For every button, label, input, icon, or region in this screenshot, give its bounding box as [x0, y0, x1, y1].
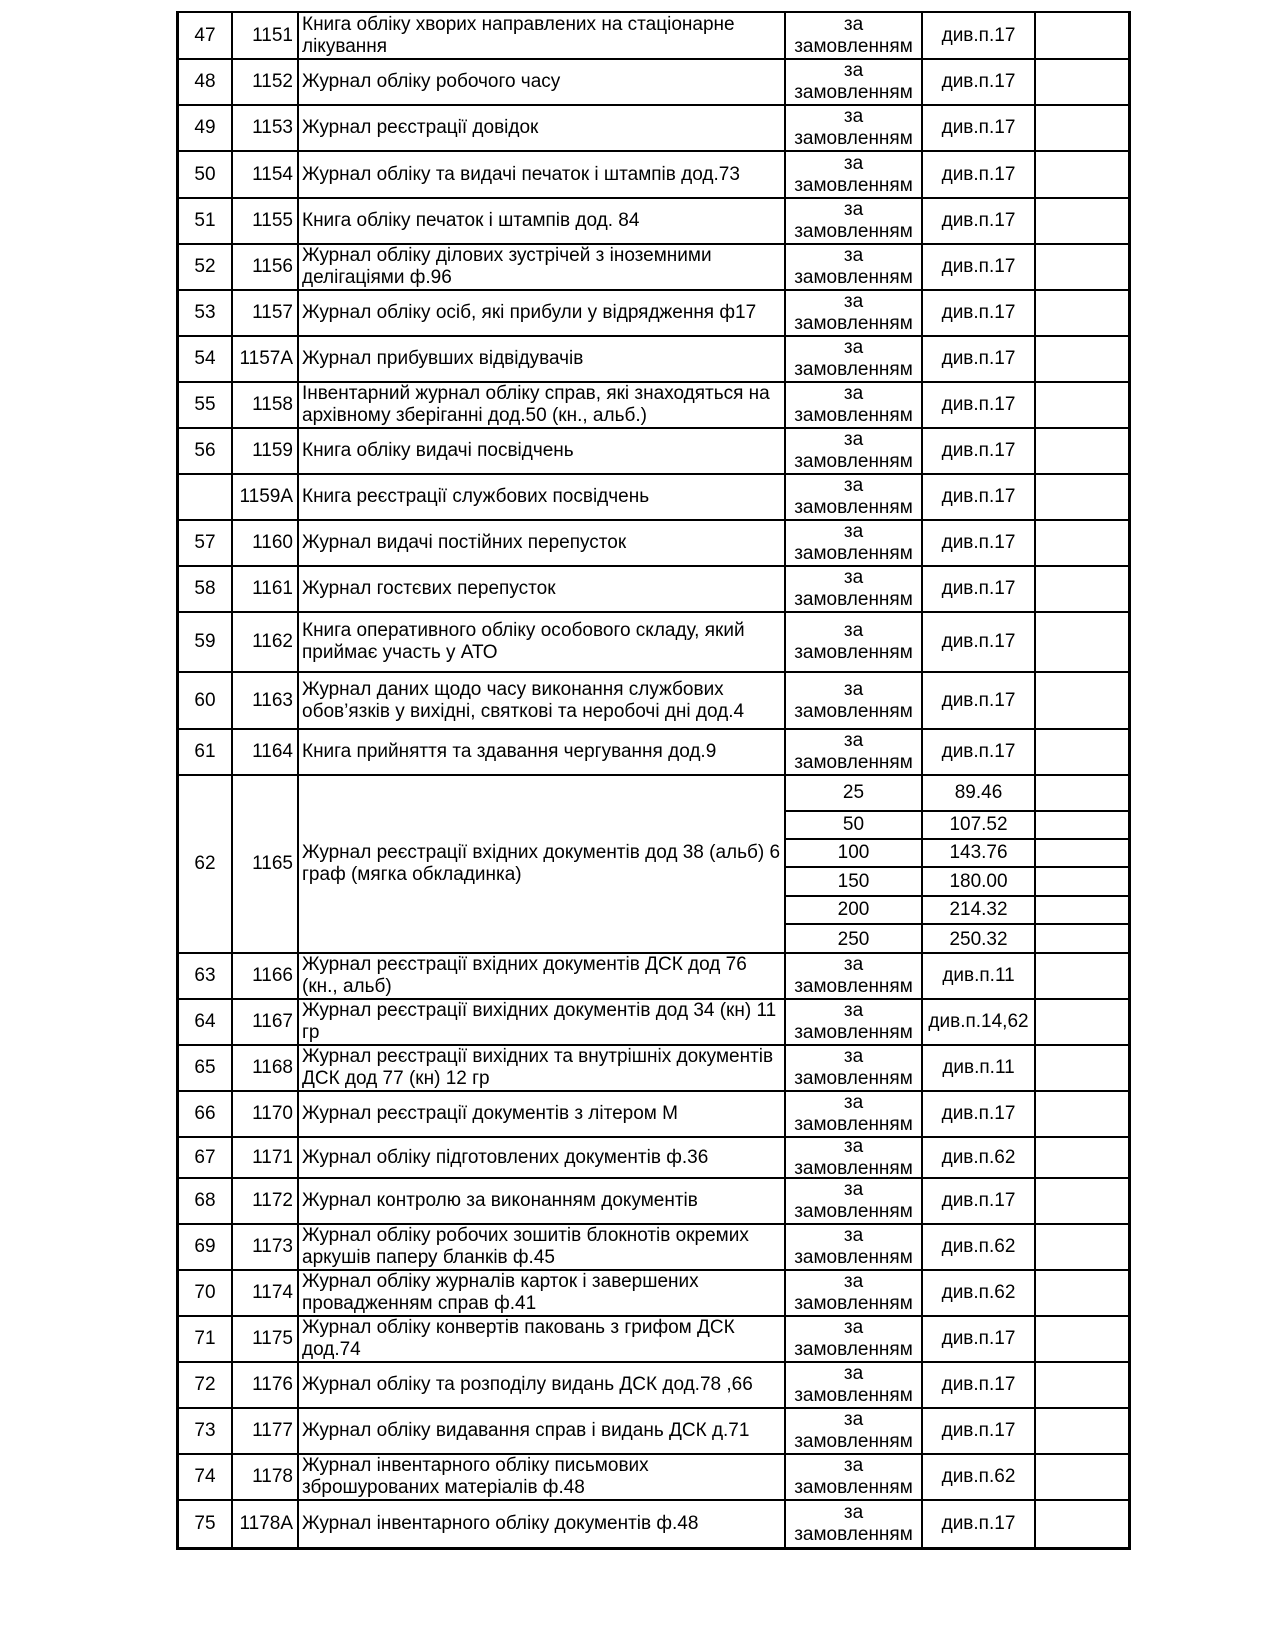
item-code: 1167 [233, 1000, 299, 1044]
row-number: 52 [179, 245, 233, 289]
variant-row [786, 925, 1128, 954]
item-code: 1164 [233, 730, 299, 774]
row-number [179, 475, 233, 519]
variant-row [786, 868, 1128, 897]
item-name: Журнал реєстрації довідок [299, 106, 786, 150]
quantity: за замовленням [786, 1092, 923, 1136]
variant-row [786, 812, 1128, 840]
price: див.п.62 [923, 1225, 1036, 1269]
variant-extra [1036, 840, 1128, 866]
table-row [179, 1179, 1128, 1225]
quantity: за замовленням [786, 1138, 923, 1177]
item-code: 1174 [233, 1271, 299, 1315]
quantity: за замовленням [786, 567, 923, 611]
row-number: 72 [179, 1363, 233, 1407]
table-row [179, 1225, 1128, 1271]
item-code: 1160 [233, 521, 299, 565]
row-number: 55 [179, 383, 233, 427]
item-name: Журнал обліку та видачі печаток і штампів дод.73 [299, 152, 786, 197]
price-table [176, 11, 1131, 1550]
extra [1036, 1092, 1128, 1136]
item-name: Книга прийняття та здавання чергування дод.9 [299, 730, 786, 774]
item-name: Журнал обліку робочих зошитів блокнотів окремих аркушів паперу бланків ф.45 [299, 1225, 786, 1269]
quantity: за замовленням [786, 1000, 923, 1044]
table-row [179, 245, 1128, 291]
price: див.п.17 [923, 429, 1036, 473]
variant-row [786, 840, 1128, 868]
extra [1036, 1179, 1128, 1223]
row-number: 59 [179, 613, 233, 671]
quantity: за замовленням [786, 1455, 923, 1499]
quantity: за замовленням [786, 1046, 923, 1090]
price: див.п.17 [923, 199, 1036, 243]
price: див.п.17 [923, 730, 1036, 774]
price: див.п.17 [923, 13, 1036, 58]
quantity: за замовленням [786, 1271, 923, 1315]
item-name: Журнал обліку журналів карток і завершених провадженням справ ф.41 [299, 1271, 786, 1315]
extra [1036, 60, 1128, 104]
table-row [179, 1409, 1128, 1455]
item-code: 1173 [233, 1225, 299, 1269]
price: див.п.17 [923, 1501, 1036, 1547]
quantity: за замовленням [786, 730, 923, 774]
item-code: 1153 [233, 106, 299, 150]
item-code: 1168 [233, 1046, 299, 1090]
price: див.п.17 [923, 1409, 1036, 1453]
item-name: Журнал обліку підготовлених документів ф.36 [299, 1138, 786, 1177]
extra [1036, 521, 1128, 565]
item-name: Журнал прибувших відвідувачів [299, 337, 786, 381]
quantity: за замовленням [786, 1317, 923, 1361]
variant-price: 250.32 [923, 925, 1036, 954]
table-row [179, 1501, 1128, 1547]
row-number: 61 [179, 730, 233, 774]
quantity: за замовленням [786, 199, 923, 243]
quantity: за замовленням [786, 429, 923, 473]
table-row [179, 13, 1128, 60]
table-row [179, 337, 1128, 383]
quantity: за замовленням [786, 1363, 923, 1407]
table-row [179, 475, 1128, 521]
extra [1036, 1000, 1128, 1044]
variant-quantity: 25 [786, 776, 923, 810]
item-name: Журнал обліку видавання справ і видань ДСК д.71 [299, 1409, 786, 1453]
row-number: 62 [179, 776, 233, 952]
item-code: 1178 [233, 1455, 299, 1499]
table-row [179, 429, 1128, 475]
extra [1036, 1363, 1128, 1407]
row-number: 63 [179, 954, 233, 998]
item-name: Журнал даних щодо часу виконання службових обов’язків у вихідні, святкові та неробочі дні дод.4 [299, 673, 786, 728]
row-number: 60 [179, 673, 233, 728]
item-name: Журнал реєстрації документів з літером М [299, 1092, 786, 1136]
item-name: Журнал гостєвих перепусток [299, 567, 786, 611]
table-row [179, 673, 1128, 730]
row-number: 67 [179, 1138, 233, 1177]
extra [1036, 1455, 1128, 1499]
quantity: за замовленням [786, 291, 923, 335]
row-number: 71 [179, 1317, 233, 1361]
variant-quantity: 200 [786, 897, 923, 923]
quantity: за замовленням [786, 60, 923, 104]
quantity: за замовленням [786, 337, 923, 381]
item-code: 1156 [233, 245, 299, 289]
row-number: 56 [179, 429, 233, 473]
extra [1036, 475, 1128, 519]
row-number: 57 [179, 521, 233, 565]
table-row [179, 1271, 1128, 1317]
extra [1036, 1138, 1128, 1177]
item-name: Журнал обліку конвертів паковань з грифом ДСК дод.74 [299, 1317, 786, 1361]
extra [1036, 954, 1128, 998]
table-row [179, 1000, 1128, 1046]
item-code: 1158 [233, 383, 299, 427]
variant-row [786, 776, 1128, 812]
table-row [179, 776, 1128, 954]
extra [1036, 199, 1128, 243]
extra [1036, 291, 1128, 335]
quantity: за замовленням [786, 383, 923, 427]
item-name: Журнал реєстрації вихідних документів дод 34 (кн) 11 гр [299, 1000, 786, 1044]
item-code: 1177 [233, 1409, 299, 1453]
extra [1036, 1317, 1128, 1361]
extra [1036, 567, 1128, 611]
row-number: 51 [179, 199, 233, 243]
item-code: 1162 [233, 613, 299, 671]
table-row [179, 954, 1128, 1000]
item-code: 1171 [233, 1138, 299, 1177]
table-row [179, 730, 1128, 776]
item-code: 1163 [233, 673, 299, 728]
row-number: 74 [179, 1455, 233, 1499]
table-row [179, 1046, 1128, 1092]
item-code: 1157А [233, 337, 299, 381]
item-name: Книга обліку печаток і штампів дод. 84 [299, 199, 786, 243]
price: див.п.17 [923, 673, 1036, 728]
extra [1036, 152, 1128, 197]
extra [1036, 383, 1128, 427]
item-name: Журнал обліку та розподілу видань ДСК дод.78 ,66 [299, 1363, 786, 1407]
variant-extra [1036, 868, 1128, 895]
row-number: 48 [179, 60, 233, 104]
quantity: за замовленням [786, 1225, 923, 1269]
variant-quantity: 50 [786, 812, 923, 838]
item-name: Журнал інвентарного обліку письмових зброшурованих матеріалів ф.48 [299, 1455, 786, 1499]
price: див.п.14,62 [923, 1000, 1036, 1044]
item-name: Журнал обліку ділових зустрічей з іноземними делігаціями ф.96 [299, 245, 786, 289]
variant-row [786, 897, 1128, 925]
row-number: 49 [179, 106, 233, 150]
item-name: Журнал контролю за виконанням документів [299, 1179, 786, 1223]
quantity: за замовленням [786, 521, 923, 565]
quantity: за замовленням [786, 245, 923, 289]
item-code: 1154 [233, 152, 299, 197]
price: див.п.17 [923, 1179, 1036, 1223]
price: див.п.17 [923, 152, 1036, 197]
row-number: 66 [179, 1092, 233, 1136]
price: див.п.17 [923, 60, 1036, 104]
price: див.п.17 [923, 291, 1036, 335]
row-number: 75 [179, 1501, 233, 1547]
extra [1036, 1225, 1128, 1269]
extra [1036, 429, 1128, 473]
price: див.п.17 [923, 1092, 1036, 1136]
variant-price: 214.32 [923, 897, 1036, 923]
item-name: Книга оперативного обліку особового складу, який приймає участь у АТО [299, 613, 786, 671]
price: див.п.17 [923, 337, 1036, 381]
quantity: за замовленням [786, 954, 923, 998]
item-name: Журнал видачі постійних перепусток [299, 521, 786, 565]
row-number: 47 [179, 13, 233, 58]
row-number: 69 [179, 1225, 233, 1269]
variant-extra [1036, 812, 1128, 838]
row-number: 70 [179, 1271, 233, 1315]
item-name: Журнал обліку робочого часу [299, 60, 786, 104]
table-row [179, 1317, 1128, 1363]
table-row [179, 1363, 1128, 1409]
price: див.п.17 [923, 1317, 1036, 1361]
variant-price: 107.52 [923, 812, 1036, 838]
row-number: 64 [179, 1000, 233, 1044]
item-code: 1161 [233, 567, 299, 611]
extra [1036, 730, 1128, 774]
table-row [179, 613, 1128, 673]
item-code: 1165 [233, 776, 299, 952]
price: див.п.17 [923, 475, 1036, 519]
row-number: 73 [179, 1409, 233, 1453]
item-code: 1166 [233, 954, 299, 998]
table-row [179, 383, 1128, 429]
item-code: 1178А [233, 1501, 299, 1547]
extra [1036, 337, 1128, 381]
item-code: 1152 [233, 60, 299, 104]
quantity: за замовленням [786, 1501, 923, 1547]
item-name: Журнал обліку осіб, які прибули у відрядження ф17 [299, 291, 786, 335]
quantity: за замовленням [786, 475, 923, 519]
row-number: 53 [179, 291, 233, 335]
variant-quantity: 250 [786, 925, 923, 954]
table-row [179, 1455, 1128, 1501]
quantity: за замовленням [786, 106, 923, 150]
item-code: 1157 [233, 291, 299, 335]
item-name: Журнал реєстрації вихідних та внутрішніх документів ДСК дод 77 (кн) 12 гр [299, 1046, 786, 1090]
item-name: Книга обліку хворих направлених на стаціонарне лікування [299, 13, 786, 58]
table-row [179, 521, 1128, 567]
table-row [179, 1092, 1128, 1138]
extra [1036, 106, 1128, 150]
price: див.п.17 [923, 613, 1036, 671]
quantity: за замовленням [786, 13, 923, 58]
item-name: Журнал інвентарного обліку документів ф.48 [299, 1501, 786, 1547]
price: див.п.17 [923, 106, 1036, 150]
item-code: 1159А [233, 475, 299, 519]
price: див.п.11 [923, 1046, 1036, 1090]
item-code: 1170 [233, 1092, 299, 1136]
table-row [179, 291, 1128, 337]
row-number: 54 [179, 337, 233, 381]
variant-price: 143.76 [923, 840, 1036, 866]
price: див.п.17 [923, 521, 1036, 565]
item-name: Книга обліку видачі посвідчень [299, 429, 786, 473]
extra [1036, 1271, 1128, 1315]
extra [1036, 1501, 1128, 1547]
item-code: 1155 [233, 199, 299, 243]
quantity: за замовленням [786, 1179, 923, 1223]
table-row [179, 567, 1128, 613]
variant-quantity: 150 [786, 868, 923, 895]
quantity: за замовленням [786, 673, 923, 728]
variant-price: 180.00 [923, 868, 1036, 895]
item-name: Журнал реєстрації вхідних документів дод 38 (альб) 6 граф (мягка обкладинка) [299, 776, 786, 952]
price: див.п.62 [923, 1138, 1036, 1177]
table-row [179, 106, 1128, 152]
item-code: 1172 [233, 1179, 299, 1223]
extra [1036, 1409, 1128, 1453]
price: див.п.17 [923, 567, 1036, 611]
table-row [179, 1135, 1128, 1179]
variant-quantity: 100 [786, 840, 923, 866]
item-code: 1151 [233, 13, 299, 58]
extra [1036, 245, 1128, 289]
item-code: 1176 [233, 1363, 299, 1407]
extra [1036, 1046, 1128, 1090]
table-row [179, 60, 1128, 106]
item-code: 1159 [233, 429, 299, 473]
table-row [179, 152, 1128, 199]
price: див.п.17 [923, 383, 1036, 427]
extra [1036, 613, 1128, 671]
item-name: Книга реєстрації службових посвідчень [299, 475, 786, 519]
price: див.п.17 [923, 1363, 1036, 1407]
item-code: 1175 [233, 1317, 299, 1361]
quantity: за замовленням [786, 1409, 923, 1453]
price: див.п.62 [923, 1455, 1036, 1499]
quantity: за замовленням [786, 152, 923, 197]
variant-extra [1036, 897, 1128, 923]
table-row [179, 199, 1128, 245]
extra [1036, 13, 1128, 58]
price: див.п.62 [923, 1271, 1036, 1315]
row-number: 68 [179, 1179, 233, 1223]
item-name: Журнал реєстрації вхідних документів ДСК дод 76 (кн., альб) [299, 954, 786, 998]
item-name: Інвентарний журнал обліку справ, які знаходяться на архівному зберіганні дод.50 (кн., альб.) [299, 383, 786, 427]
price: див.п.11 [923, 954, 1036, 998]
variant-extra [1036, 925, 1128, 954]
row-number: 58 [179, 567, 233, 611]
variant-extra [1036, 776, 1128, 810]
row-number: 65 [179, 1046, 233, 1090]
quantity: за замовленням [786, 613, 923, 671]
extra [1036, 673, 1128, 728]
variant-price: 89.46 [923, 776, 1036, 810]
price: див.п.17 [923, 245, 1036, 289]
row-number: 50 [179, 152, 233, 197]
